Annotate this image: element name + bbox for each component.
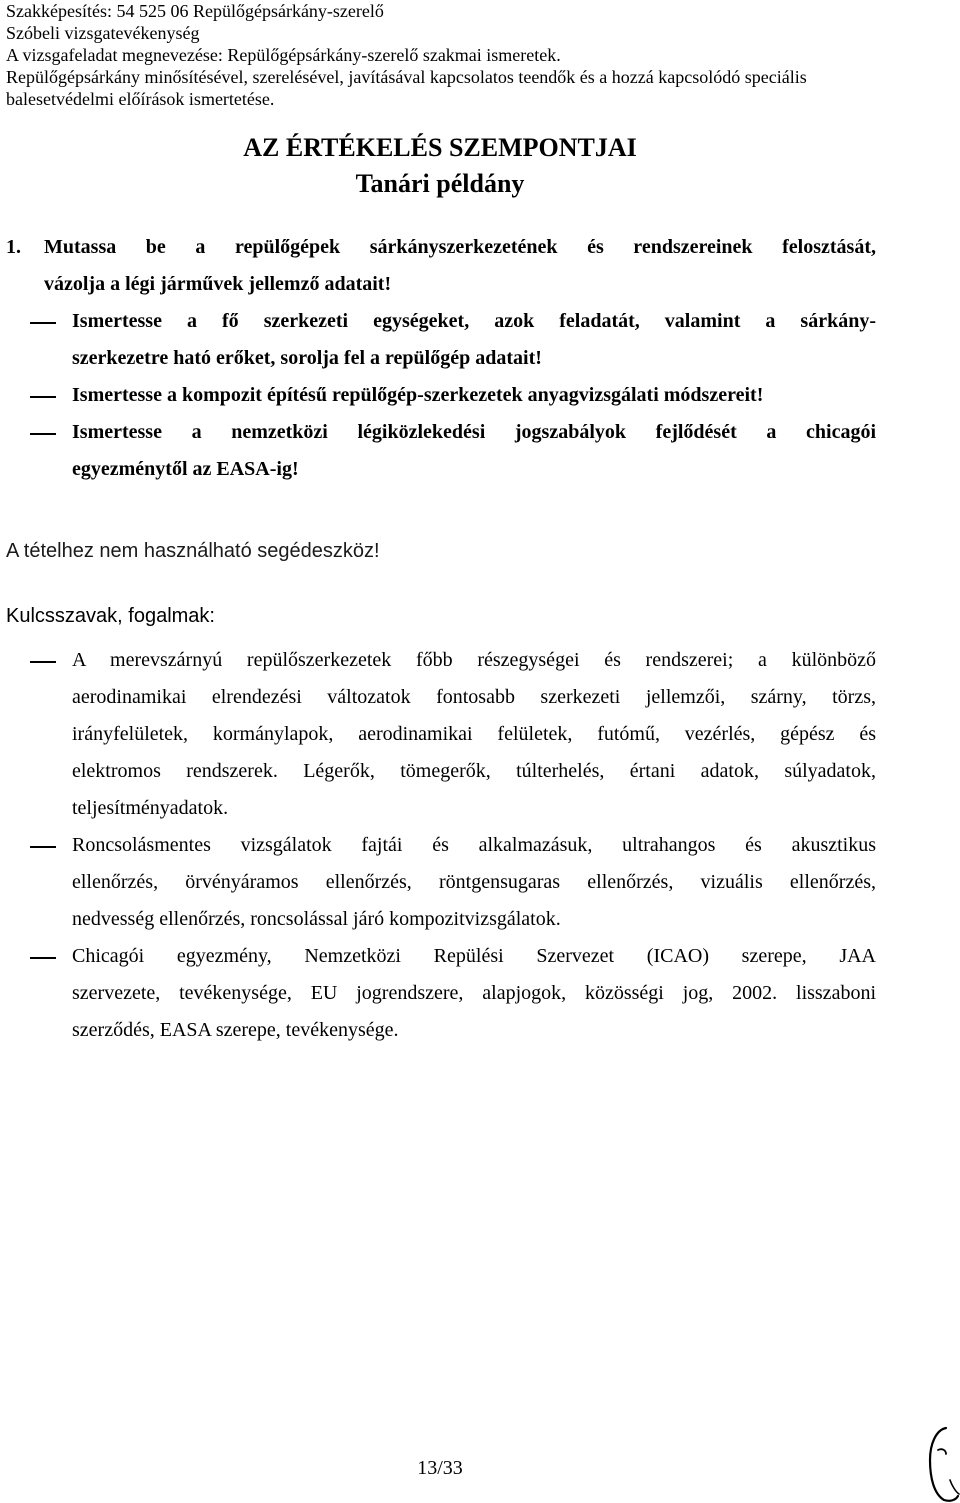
subitem-3-line2: egyezménytől az EASA-ig! bbox=[72, 458, 299, 480]
aid-note: A tételhez nem használható segédeszköz! bbox=[6, 540, 380, 562]
page-number: 13/33 bbox=[417, 1457, 463, 1479]
document-header bbox=[6, 0, 946, 110]
keyword-item-1-line5: teljesítményadatok. bbox=[72, 797, 229, 819]
header-exam-task: A vizsgafeladat megnevezése: Repülőgépsárkány-szerelő szakmai ismeretek. bbox=[6, 45, 561, 65]
page-subtitle: Tanári példány bbox=[355, 169, 525, 198]
keyword-item-3-line3: szerződés, EASA szerepe, tevékenysége. bbox=[72, 1019, 399, 1041]
keyword-item-3-line2: szervezete, tevékenysége, EU jogrendszere, alapjogok, közösségi jog, 2002. lisszaboni bbox=[72, 982, 876, 1004]
subitem-1-line2: szerkezetre ható erőket, sorolja fel a repülőgép adatait! bbox=[72, 347, 542, 369]
keyword-item-2-line3: nedvesség ellenőrzés, roncsolással járó kompozitvizsgálatok. bbox=[72, 908, 561, 930]
keyword-item-3-line1: Chicagói egyezmény, Nemzetközi Repülési Szervezet (ICAO) szerepe, JAA bbox=[72, 945, 876, 967]
subitem-3 bbox=[30, 414, 876, 488]
question-subitems bbox=[30, 303, 876, 488]
keyword-item-1-line2: aerodinamikai elrendezési változatok fontosabb szerkezeti jellemzői, szárny, törzs, bbox=[72, 686, 876, 708]
header-exam-activity: Szóbeli vizsgatevékenység bbox=[6, 23, 200, 43]
keywords-list bbox=[30, 642, 876, 1049]
handwritten-signature-icon bbox=[916, 1420, 960, 1503]
header-task-description-cont: balesetvédelmi előírások ismertetése. bbox=[6, 89, 275, 109]
subitem-2 bbox=[30, 377, 876, 414]
dash-bullet-icon bbox=[30, 938, 58, 975]
keyword-item-1-line3: irányfelületek, kormánylapok, aerodinamikai felületek, futómű, vezérlés, gépész és bbox=[72, 723, 876, 745]
question-1 bbox=[6, 229, 876, 303]
keyword-item-1 bbox=[30, 642, 876, 827]
question-text-line2: vázolja a légi járművek jellemző adatait! bbox=[44, 273, 392, 295]
subitem-3-line1: Ismertesse a nemzetközi légiközlekedési jogszabályok fejlődését a chicagói bbox=[72, 421, 876, 443]
keyword-item-1-line4: elektromos rendszerek. Légerők, tömegerők, túlterhelés, értani adatok, súlyadatok, bbox=[72, 760, 876, 782]
keyword-item-2-line1: Roncsolásmentes vizsgálatok fajtái és alkalmazásuk, ultrahangos és akusztikus bbox=[72, 834, 876, 856]
question-number: 1. bbox=[6, 236, 21, 258]
keyword-item-2 bbox=[30, 827, 876, 938]
dash-bullet-icon bbox=[30, 303, 58, 340]
title-block bbox=[0, 130, 880, 202]
page-title: AZ ÉRTÉKELÉS SZEMPONTJAI bbox=[243, 133, 637, 162]
keyword-item-2-line2: ellenőrzés, örvényáramos ellenőrzés, röntgensugaras ellenőrzés, vizuális ellenőrzés, bbox=[72, 871, 876, 893]
dash-bullet-icon bbox=[30, 642, 58, 679]
keywords-title: Kulcsszavak, fogalmak: bbox=[6, 605, 215, 627]
keyword-item-1-line1: A merevszárnyú repülőszerkezetek főbb részegységei és rendszerei; a különböző bbox=[72, 649, 876, 671]
subitem-1 bbox=[30, 303, 876, 377]
subitem-1-line1: Ismertesse a fő szerkezeti egységeket, azok feladatát, valamint a sárkány- bbox=[72, 310, 876, 332]
header-qualification: Szakképesítés: 54 525 06 Repülőgépsárkány-szerelő bbox=[6, 1, 384, 21]
subitem-2-line1: Ismertesse a kompozit építésű repülőgép-szerkezetek anyagvizsgálati módszereit! bbox=[72, 384, 764, 406]
header-task-description: Repülőgépsárkány minősítésével, szerelésével, javításával kapcsolatos teendők és a hozzá kapcsolódó speciális bbox=[6, 67, 807, 87]
keyword-item-3 bbox=[30, 938, 876, 1049]
question-text-line1: Mutassa be a repülőgépek sárkányszerkezetének és rendszereinek felosztását, bbox=[44, 236, 876, 258]
dash-bullet-icon bbox=[30, 827, 58, 864]
dash-bullet-icon bbox=[30, 377, 58, 414]
dash-bullet-icon bbox=[30, 414, 58, 451]
